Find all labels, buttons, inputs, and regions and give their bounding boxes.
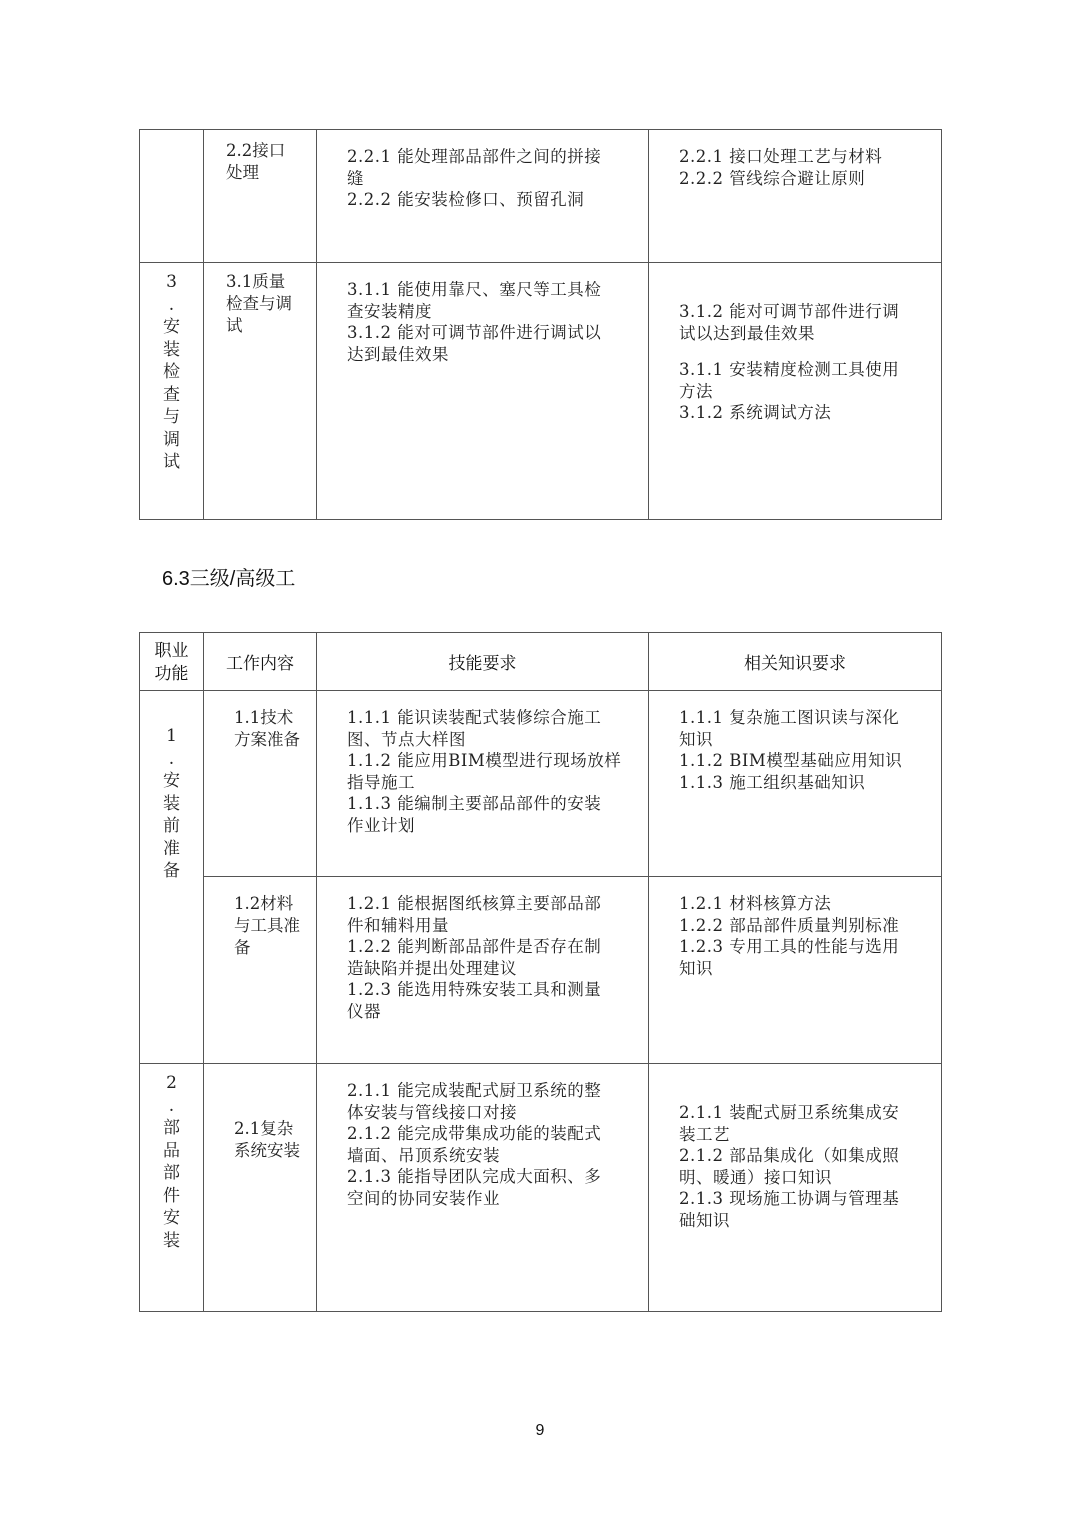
work-content-cell: 2.1复杂 系统安装 <box>204 1064 317 1312</box>
table-header-row <box>140 633 942 691</box>
work-content-cell: 3.1质量 检查与调 试 <box>204 263 317 520</box>
function-cell: 2 . 部 品 部 件 安 装 <box>140 1064 204 1312</box>
skills-cell: 1.1.1 能识读装配式装修综合施工 图、节点大样图 1.1.2 能应用BIM模型进行现场放样 指导施工 1.1.3 能编制主要部品部件的安装 作业计划 <box>317 691 649 877</box>
table-row <box>140 130 942 263</box>
table-row <box>140 877 942 1064</box>
function-cell <box>140 130 204 263</box>
function-cell: 1 . 安 装 前 准 备 <box>140 691 204 1064</box>
work-content-cell: 1.1技术 方案准备 <box>204 691 317 877</box>
work-content-cell: 2.2接口 处理 <box>204 130 317 263</box>
function-cell: 3 . 安 装 检 查 与 调 试 <box>140 263 204 520</box>
header-knowledge: 相关知识要求 <box>649 633 942 691</box>
table-continued <box>139 129 942 520</box>
header-work-content: 工作内容 <box>204 633 317 691</box>
skills-cell: 2.2.1 能处理部品部件之间的拼接 缝 2.2.2 能安装检修口、预留孔洞 <box>317 130 649 263</box>
table-row <box>140 691 942 877</box>
skills-table <box>139 632 942 1312</box>
section-title: 6.3三级/高级工 <box>162 568 296 590</box>
header-function: 职业 功能 <box>140 633 204 691</box>
knowledge-cell: 2.2.1 接口处理工艺与材料 2.2.2 管线综合避让原则 <box>649 130 942 263</box>
page-number: 9 <box>535 1422 545 1439</box>
table-row <box>140 1064 942 1312</box>
knowledge-cell: 2.1.1 装配式厨卫系统集成安 装工艺 2.1.2 部品集成化（如集成照 明、暖通）接口知识 2.1.3 现场施工协调与管理基 础知识 <box>649 1064 942 1312</box>
skills-cell: 1.2.1 能根据图纸核算主要部品部 件和辅料用量 1.2.2 能判断部品部件是否存在制 造缺陷并提出处理建议 1.2.3 能选用特殊安装工具和测量 仪器 <box>317 877 649 1064</box>
header-skills: 技能要求 <box>317 633 649 691</box>
skills-cell: 2.1.1 能完成装配式厨卫系统的整 体安装与管线接口对接 2.1.2 能完成带集成功能的装配式 墙面、吊顶系统安装 2.1.3 能指导团队完成大面积、多 空间的协同安装作业 <box>317 1064 649 1312</box>
work-content-cell: 1.2材料 与工具准 备 <box>204 877 317 1064</box>
knowledge-cell: 3.1.2 能对可调节部件进行调 试以达到最佳效果 3.1.1 安装精度检测工具使用 方法 3.1.2 系统调试方法 <box>649 263 942 520</box>
knowledge-cell: 1.2.1 材料核算方法 1.2.2 部品部件质量判别标准 1.2.3 专用工具的性能与选用 知识 <box>649 877 942 1064</box>
table-row <box>140 263 942 520</box>
knowledge-cell: 1.1.1 复杂施工图识读与深化 知识 1.1.2 BIM模型基础应用知识 1.1.3 施工组织基础知识 <box>649 691 942 877</box>
skills-cell: 3.1.1 能使用靠尺、塞尺等工具检 查安装精度 3.1.2 能对可调节部件进行调试以 达到最佳效果 <box>317 263 649 520</box>
